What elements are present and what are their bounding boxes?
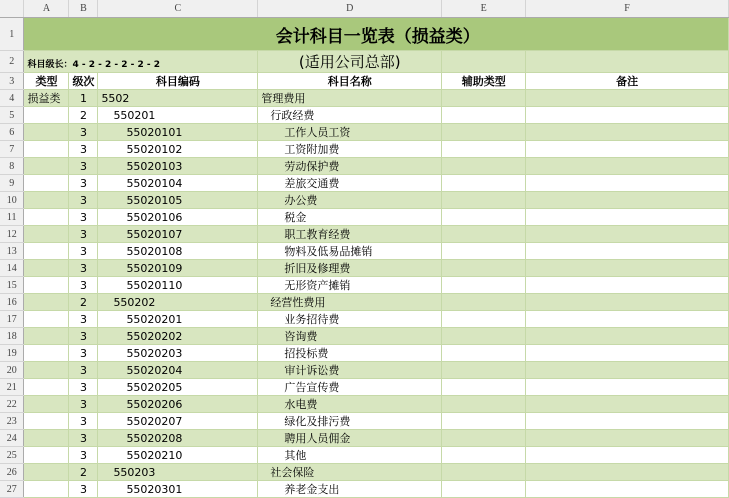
row-header[interactable]: 21: [0, 379, 24, 396]
table-row: [0, 345, 729, 362]
code-cell[interactable]: 55020106: [98, 209, 258, 226]
note-cell[interactable]: [526, 294, 729, 311]
code-cell[interactable]: 55020109: [98, 260, 258, 277]
table-row: [0, 311, 729, 328]
note-cell[interactable]: [526, 413, 729, 430]
table-row: [0, 124, 729, 141]
level-cell[interactable]: 3: [69, 192, 98, 209]
row-header[interactable]: 14: [0, 260, 24, 277]
row-header[interactable]: 2: [0, 51, 24, 73]
name-cell[interactable]: 管理费用: [258, 90, 442, 107]
header-name[interactable]: 科目名称: [258, 73, 442, 90]
row-header[interactable]: 24: [0, 430, 24, 447]
row-header[interactable]: 20: [0, 362, 24, 379]
code-cell[interactable]: 55020101: [98, 124, 258, 141]
code-cell[interactable]: 55020201: [98, 311, 258, 328]
name-cell[interactable]: 税金: [258, 209, 442, 226]
level-cell[interactable]: 3: [69, 430, 98, 447]
row-header[interactable]: 17: [0, 311, 24, 328]
aux-cell[interactable]: [442, 260, 526, 277]
name-cell[interactable]: 劳动保护费: [258, 158, 442, 175]
row-header[interactable]: 22: [0, 396, 24, 413]
table-row: [0, 396, 729, 413]
type-cell[interactable]: [24, 294, 69, 311]
type-cell[interactable]: 损益类: [24, 90, 69, 107]
name-cell[interactable]: 水电费: [258, 396, 442, 413]
note-cell[interactable]: [526, 192, 729, 209]
type-cell[interactable]: [24, 192, 69, 209]
note-cell[interactable]: [526, 396, 729, 413]
type-cell[interactable]: [24, 430, 69, 447]
table-row: [0, 141, 729, 158]
table-row: [0, 192, 729, 209]
code-cell[interactable]: 550201: [98, 107, 258, 124]
code-cell[interactable]: 55020208: [98, 430, 258, 447]
table-row: [0, 430, 729, 447]
column-header-b[interactable]: B: [69, 0, 98, 18]
aux-cell[interactable]: [442, 243, 526, 260]
name-cell[interactable]: 办公费: [258, 192, 442, 209]
header-level[interactable]: 级次: [69, 73, 98, 90]
table-row: [0, 328, 729, 345]
code-cell[interactable]: 55020102: [98, 141, 258, 158]
aux-cell[interactable]: [442, 209, 526, 226]
name-cell[interactable]: 招投标费: [258, 345, 442, 362]
row-header[interactable]: 25: [0, 447, 24, 464]
code-cell[interactable]: 55020202: [98, 328, 258, 345]
level-cell[interactable]: 3: [69, 175, 98, 192]
level-cell[interactable]: 3: [69, 226, 98, 243]
table-row: [0, 226, 729, 243]
column-header-d[interactable]: D: [258, 0, 442, 18]
type-cell[interactable]: [24, 345, 69, 362]
aux-cell[interactable]: [442, 430, 526, 447]
note-cell[interactable]: [526, 260, 729, 277]
level-cell[interactable]: 2: [69, 464, 98, 481]
table-row: [0, 413, 729, 430]
note-cell[interactable]: [526, 464, 729, 481]
table-row: [0, 90, 729, 107]
level-cell[interactable]: 3: [69, 243, 98, 260]
aux-cell[interactable]: [442, 413, 526, 430]
level-cell[interactable]: 3: [69, 209, 98, 226]
row-header[interactable]: 15: [0, 277, 24, 294]
subtitle-row: [0, 51, 729, 73]
note-cell[interactable]: [526, 243, 729, 260]
aux-cell[interactable]: [442, 362, 526, 379]
aux-cell[interactable]: [442, 328, 526, 345]
note-cell[interactable]: [526, 362, 729, 379]
code-cell[interactable]: 55020205: [98, 379, 258, 396]
aux-cell[interactable]: [442, 90, 526, 107]
name-cell[interactable]: 广告宣传费: [258, 379, 442, 396]
level-cell[interactable]: 3: [69, 277, 98, 294]
name-cell[interactable]: 绿化及排污费: [258, 413, 442, 430]
aux-cell[interactable]: [442, 107, 526, 124]
code-cell[interactable]: 55020103: [98, 158, 258, 175]
aux-cell[interactable]: [442, 294, 526, 311]
row-header[interactable]: 8: [0, 158, 24, 175]
note-cell[interactable]: [526, 226, 729, 243]
type-cell[interactable]: [24, 175, 69, 192]
cell[interactable]: [442, 51, 526, 73]
level-cell[interactable]: 3: [69, 311, 98, 328]
row-header[interactable]: 6: [0, 124, 24, 141]
table-row: [0, 209, 729, 226]
level-cell[interactable]: 2: [69, 107, 98, 124]
header-type[interactable]: 类型: [24, 73, 69, 90]
note-cell[interactable]: [526, 124, 729, 141]
note-cell[interactable]: [526, 141, 729, 158]
header-note[interactable]: 备注: [526, 73, 729, 90]
row-header[interactable]: 23: [0, 413, 24, 430]
note-cell[interactable]: [526, 90, 729, 107]
code-cell[interactable]: 55020203: [98, 345, 258, 362]
aux-cell[interactable]: [442, 277, 526, 294]
table-row: [0, 447, 729, 464]
name-cell[interactable]: 聘用人员佣金: [258, 430, 442, 447]
note-cell[interactable]: [526, 311, 729, 328]
name-cell[interactable]: 经营性费用: [258, 294, 442, 311]
name-cell[interactable]: 工资附加费: [258, 141, 442, 158]
level-cell[interactable]: 3: [69, 481, 98, 498]
header-row: [0, 73, 729, 90]
note-cell[interactable]: [526, 481, 729, 498]
note-cell[interactable]: [526, 345, 729, 362]
table-row: [0, 158, 729, 175]
level-cell[interactable]: 3: [69, 379, 98, 396]
type-cell[interactable]: [24, 209, 69, 226]
type-cell[interactable]: [24, 158, 69, 175]
code-cell[interactable]: 55020108: [98, 243, 258, 260]
note-cell[interactable]: [526, 379, 729, 396]
aux-cell[interactable]: [442, 379, 526, 396]
column-header-row: [0, 0, 729, 18]
name-cell[interactable]: 工作人员工资: [258, 124, 442, 141]
name-cell[interactable]: 业务招待费: [258, 311, 442, 328]
aux-cell[interactable]: [442, 311, 526, 328]
name-cell[interactable]: 差旅交通费: [258, 175, 442, 192]
note-cell[interactable]: [526, 209, 729, 226]
code-cell[interactable]: 55020210: [98, 447, 258, 464]
level-cell[interactable]: 3: [69, 413, 98, 430]
row-header[interactable]: 10: [0, 192, 24, 209]
table-row: [0, 379, 729, 396]
type-cell[interactable]: [24, 243, 69, 260]
code-cell[interactable]: 55020105: [98, 192, 258, 209]
level-cell[interactable]: 3: [69, 362, 98, 379]
name-cell[interactable]: 折旧及修理费: [258, 260, 442, 277]
row-header[interactable]: 16: [0, 294, 24, 311]
row-header[interactable]: 12: [0, 226, 24, 243]
level-note-cell[interactable]: 科目级长：4 - 2 - 2 - 2 - 2 - 2: [24, 51, 258, 73]
row-header[interactable]: 19: [0, 345, 24, 362]
cell[interactable]: [526, 51, 729, 73]
code-cell[interactable]: 55020206: [98, 396, 258, 413]
name-cell[interactable]: 审计诉讼费: [258, 362, 442, 379]
level-cell[interactable]: 3: [69, 345, 98, 362]
aux-cell[interactable]: [442, 124, 526, 141]
type-cell[interactable]: [24, 124, 69, 141]
type-cell[interactable]: [24, 413, 69, 430]
type-cell[interactable]: [24, 464, 69, 481]
row-header[interactable]: 9: [0, 175, 24, 192]
level-cell[interactable]: 1: [69, 90, 98, 107]
aux-cell[interactable]: [442, 464, 526, 481]
name-cell[interactable]: 养老金支出: [258, 481, 442, 498]
subtitle-cell[interactable]: (适用公司总部): [258, 51, 442, 73]
column-header-c[interactable]: C: [98, 0, 258, 18]
column-header-f[interactable]: F: [526, 0, 729, 18]
row-header[interactable]: 27: [0, 481, 24, 498]
code-cell[interactable]: 55020104: [98, 175, 258, 192]
type-cell[interactable]: [24, 379, 69, 396]
aux-cell[interactable]: [442, 481, 526, 498]
code-cell[interactable]: 55020207: [98, 413, 258, 430]
row-header[interactable]: 5: [0, 107, 24, 124]
type-cell[interactable]: [24, 447, 69, 464]
sheet-title[interactable]: 会计科目一览表（损益类）: [24, 18, 729, 51]
note-cell[interactable]: [526, 158, 729, 175]
table-row: [0, 277, 729, 294]
column-header-a[interactable]: A: [24, 0, 69, 18]
level-cell[interactable]: 3: [69, 328, 98, 345]
name-cell[interactable]: 咨询费: [258, 328, 442, 345]
header-code[interactable]: 科目编码: [98, 73, 258, 90]
level-cell[interactable]: 3: [69, 447, 98, 464]
table-row: [0, 243, 729, 260]
row-header[interactable]: 26: [0, 464, 24, 481]
type-cell[interactable]: [24, 362, 69, 379]
row-header[interactable]: 3: [0, 73, 24, 90]
table-row: [0, 260, 729, 277]
title-row: [0, 18, 729, 51]
note-cell[interactable]: [526, 430, 729, 447]
type-cell[interactable]: [24, 226, 69, 243]
type-cell[interactable]: [24, 311, 69, 328]
code-cell[interactable]: 550203: [98, 464, 258, 481]
level-cell[interactable]: 3: [69, 158, 98, 175]
row-header[interactable]: 18: [0, 328, 24, 345]
aux-cell[interactable]: [442, 141, 526, 158]
code-cell[interactable]: 55020110: [98, 277, 258, 294]
level-cell[interactable]: 3: [69, 396, 98, 413]
table-row: [0, 362, 729, 379]
code-cell[interactable]: 550202: [98, 294, 258, 311]
code-cell[interactable]: 5502: [98, 90, 258, 107]
aux-cell[interactable]: [442, 447, 526, 464]
name-cell[interactable]: 职工教育经费: [258, 226, 442, 243]
aux-cell[interactable]: [442, 226, 526, 243]
code-cell[interactable]: 55020204: [98, 362, 258, 379]
table-row: [0, 464, 729, 481]
name-cell[interactable]: 社会保险: [258, 464, 442, 481]
code-cell[interactable]: 55020107: [98, 226, 258, 243]
note-cell[interactable]: [526, 175, 729, 192]
aux-cell[interactable]: [442, 158, 526, 175]
type-cell[interactable]: [24, 260, 69, 277]
level-cell[interactable]: 3: [69, 141, 98, 158]
note-cell[interactable]: [526, 447, 729, 464]
aux-cell[interactable]: [442, 396, 526, 413]
type-cell[interactable]: [24, 277, 69, 294]
type-cell[interactable]: [24, 107, 69, 124]
name-cell[interactable]: 其他: [258, 447, 442, 464]
level-cell[interactable]: 3: [69, 260, 98, 277]
name-cell[interactable]: 物料及低易品摊销: [258, 243, 442, 260]
name-cell[interactable]: 行政经费: [258, 107, 442, 124]
level-cell[interactable]: 3: [69, 124, 98, 141]
aux-cell[interactable]: [442, 345, 526, 362]
type-cell[interactable]: [24, 396, 69, 413]
type-cell[interactable]: [24, 328, 69, 345]
type-cell[interactable]: [24, 481, 69, 498]
note-cell[interactable]: [526, 107, 729, 124]
header-aux[interactable]: 辅助类型: [442, 73, 526, 90]
aux-cell[interactable]: [442, 175, 526, 192]
row-header[interactable]: 11: [0, 209, 24, 226]
type-cell[interactable]: [24, 141, 69, 158]
row-header[interactable]: 1: [0, 18, 24, 51]
column-header-e[interactable]: E: [442, 0, 526, 18]
level-cell[interactable]: 2: [69, 294, 98, 311]
aux-cell[interactable]: [442, 192, 526, 209]
note-cell[interactable]: [526, 277, 729, 294]
table-row: [0, 481, 729, 498]
table-row: [0, 107, 729, 124]
name-cell[interactable]: 无形资产摊销: [258, 277, 442, 294]
note-cell[interactable]: [526, 328, 729, 345]
table-row: [0, 294, 729, 311]
table-row: [0, 175, 729, 192]
select-all-corner[interactable]: [0, 0, 24, 18]
row-header[interactable]: 13: [0, 243, 24, 260]
row-header[interactable]: 4: [0, 90, 24, 107]
code-cell[interactable]: 55020301: [98, 481, 258, 498]
row-header[interactable]: 7: [0, 141, 24, 158]
